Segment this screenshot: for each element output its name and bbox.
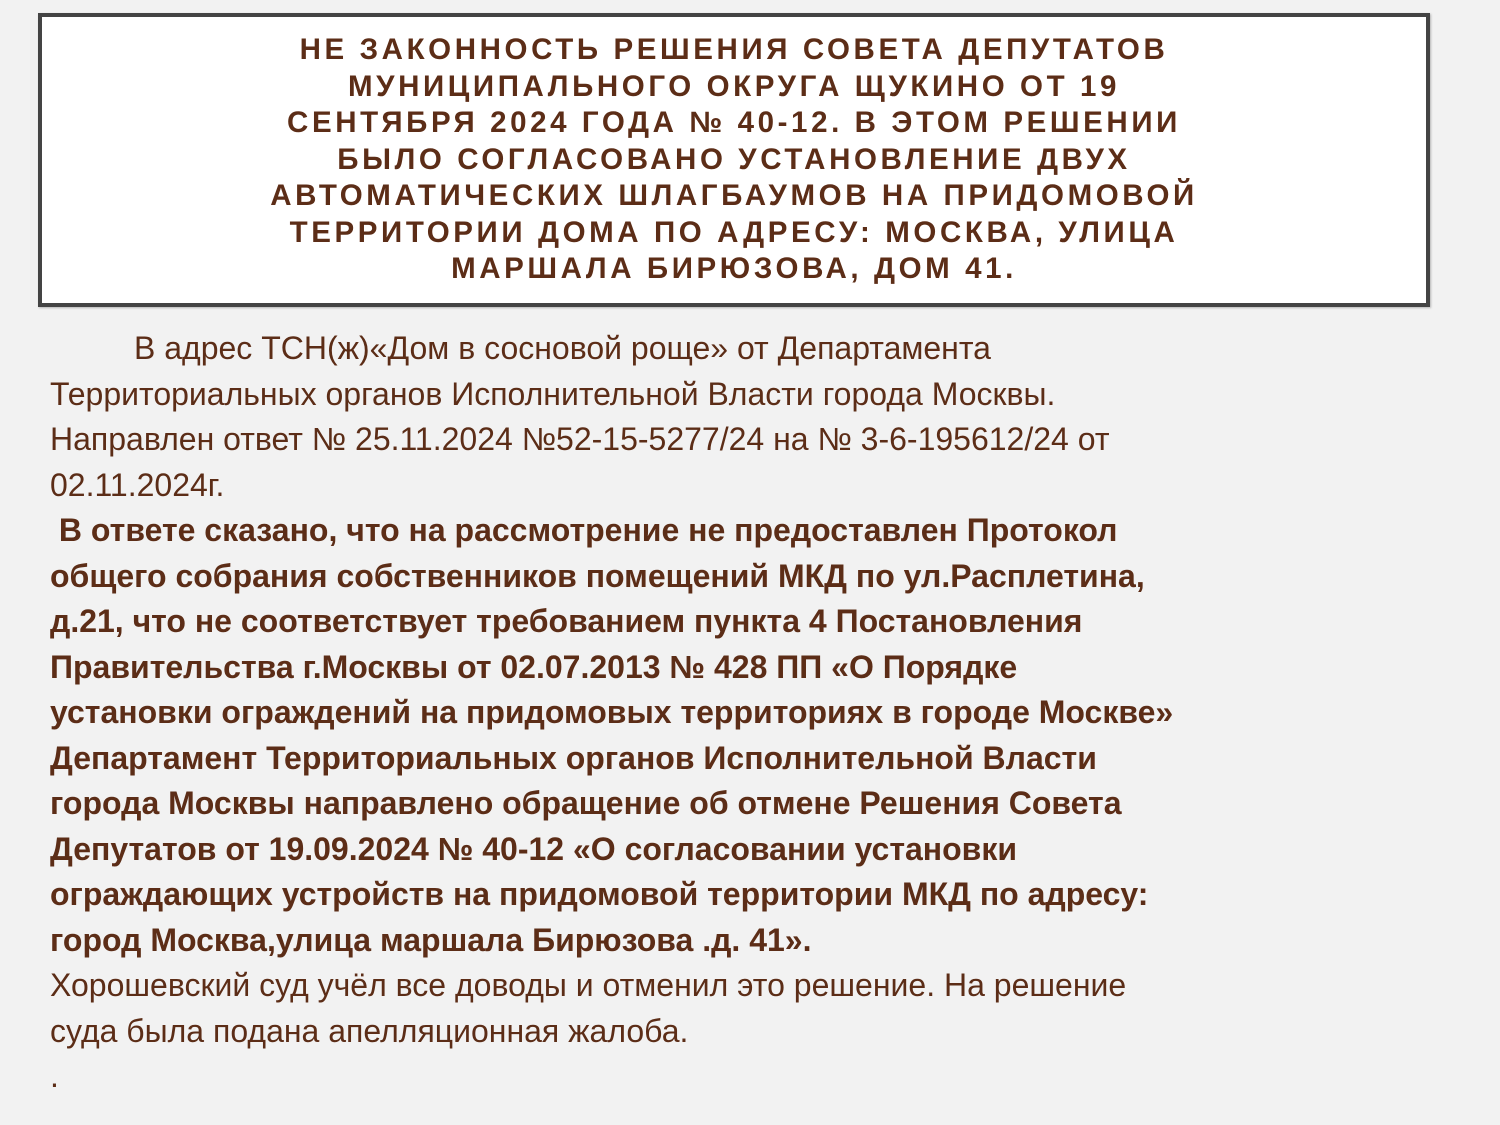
body-line: Правительства г.Москвы от 02.07.2013 № 428 ПП «О Порядке xyxy=(50,648,1018,685)
intro-paragraph xyxy=(50,326,1390,508)
body-line: Направлен ответ № 25.11.2024 №52-15-5277/24 на № 3-6-195612/24 от xyxy=(50,421,1110,457)
body-line: Департамент Территориальных органов Исполнительной Власти xyxy=(50,739,1097,776)
closing-paragraph xyxy=(50,963,1390,1054)
title-box xyxy=(38,13,1430,307)
body-line: Хорошевский суд учёл все доводы и отменил это решение. На решение xyxy=(50,967,1127,1003)
body-line: Территориальных органов Исполнительной Власти города Москвы. xyxy=(50,375,1056,412)
body-line: суда была подана апелляционная жалоба. xyxy=(50,1012,689,1049)
trailing-dot: . xyxy=(50,1058,59,1094)
body-line: В адрес ТСН(ж)«Дом в сосновой роще» от Департамента xyxy=(134,330,991,366)
body-line: д.21, что не соответствует требованием пункта 4 Постановления xyxy=(50,603,1083,639)
body-line: В ответе сказано, что на рассмотрение не предоставлен Протокол xyxy=(50,512,1118,548)
title-line: НЕ ЗАКОННОСТЬ РЕШЕНИЯ СОВЕТА ДЕПУТАТОВ xyxy=(299,33,1169,67)
body-line: города Москвы направлено обращение об отмене Решения Совета xyxy=(50,785,1122,821)
response-paragraph xyxy=(50,508,1390,963)
body-line: установки ограждений на придомовых территориях в городе Москве» xyxy=(50,694,1174,730)
body-line: город Москва,улица маршала Бирюзова .д. 41». xyxy=(50,921,812,958)
body-line: общего собрания собственников помещений МКД по ул.Расплетина, xyxy=(50,557,1145,594)
body-line: 02.11.2024г. xyxy=(50,466,225,503)
body-line: Депутатов от 19.09.2024 № 40-12 «О согласовании установки xyxy=(50,830,1018,867)
title-line: СЕНТЯБРЯ 2024 ГОДА № 40-12. В ЭТОМ РЕШЕНИИ xyxy=(287,106,1181,140)
body-line: ограждающих устройств на придомовой территории МКД по адресу: xyxy=(50,876,1149,912)
slide-title xyxy=(184,32,1284,288)
slide-body xyxy=(50,326,1390,1100)
title-line: ТЕРРИТОРИИ ДОМА ПО АДРЕСУ: МОСКВА, УЛИЦА xyxy=(289,215,1179,249)
title-line: БЫЛО СОГЛАСОВАНО УСТАНОВЛЕНИЕ ДВУХ xyxy=(337,142,1131,176)
title-line: АВТОМАТИЧЕСКИХ ШЛАГБАУМОВ НА ПРИДОМОВОЙ xyxy=(270,179,1198,213)
title-line: МУНИЦИПАЛЬНОГО ОКРУГА ЩУКИНО ОТ 19 xyxy=(347,69,1121,103)
title-line: МАРШАЛА БИРЮЗОВА, ДОМ 41. xyxy=(451,252,1017,286)
